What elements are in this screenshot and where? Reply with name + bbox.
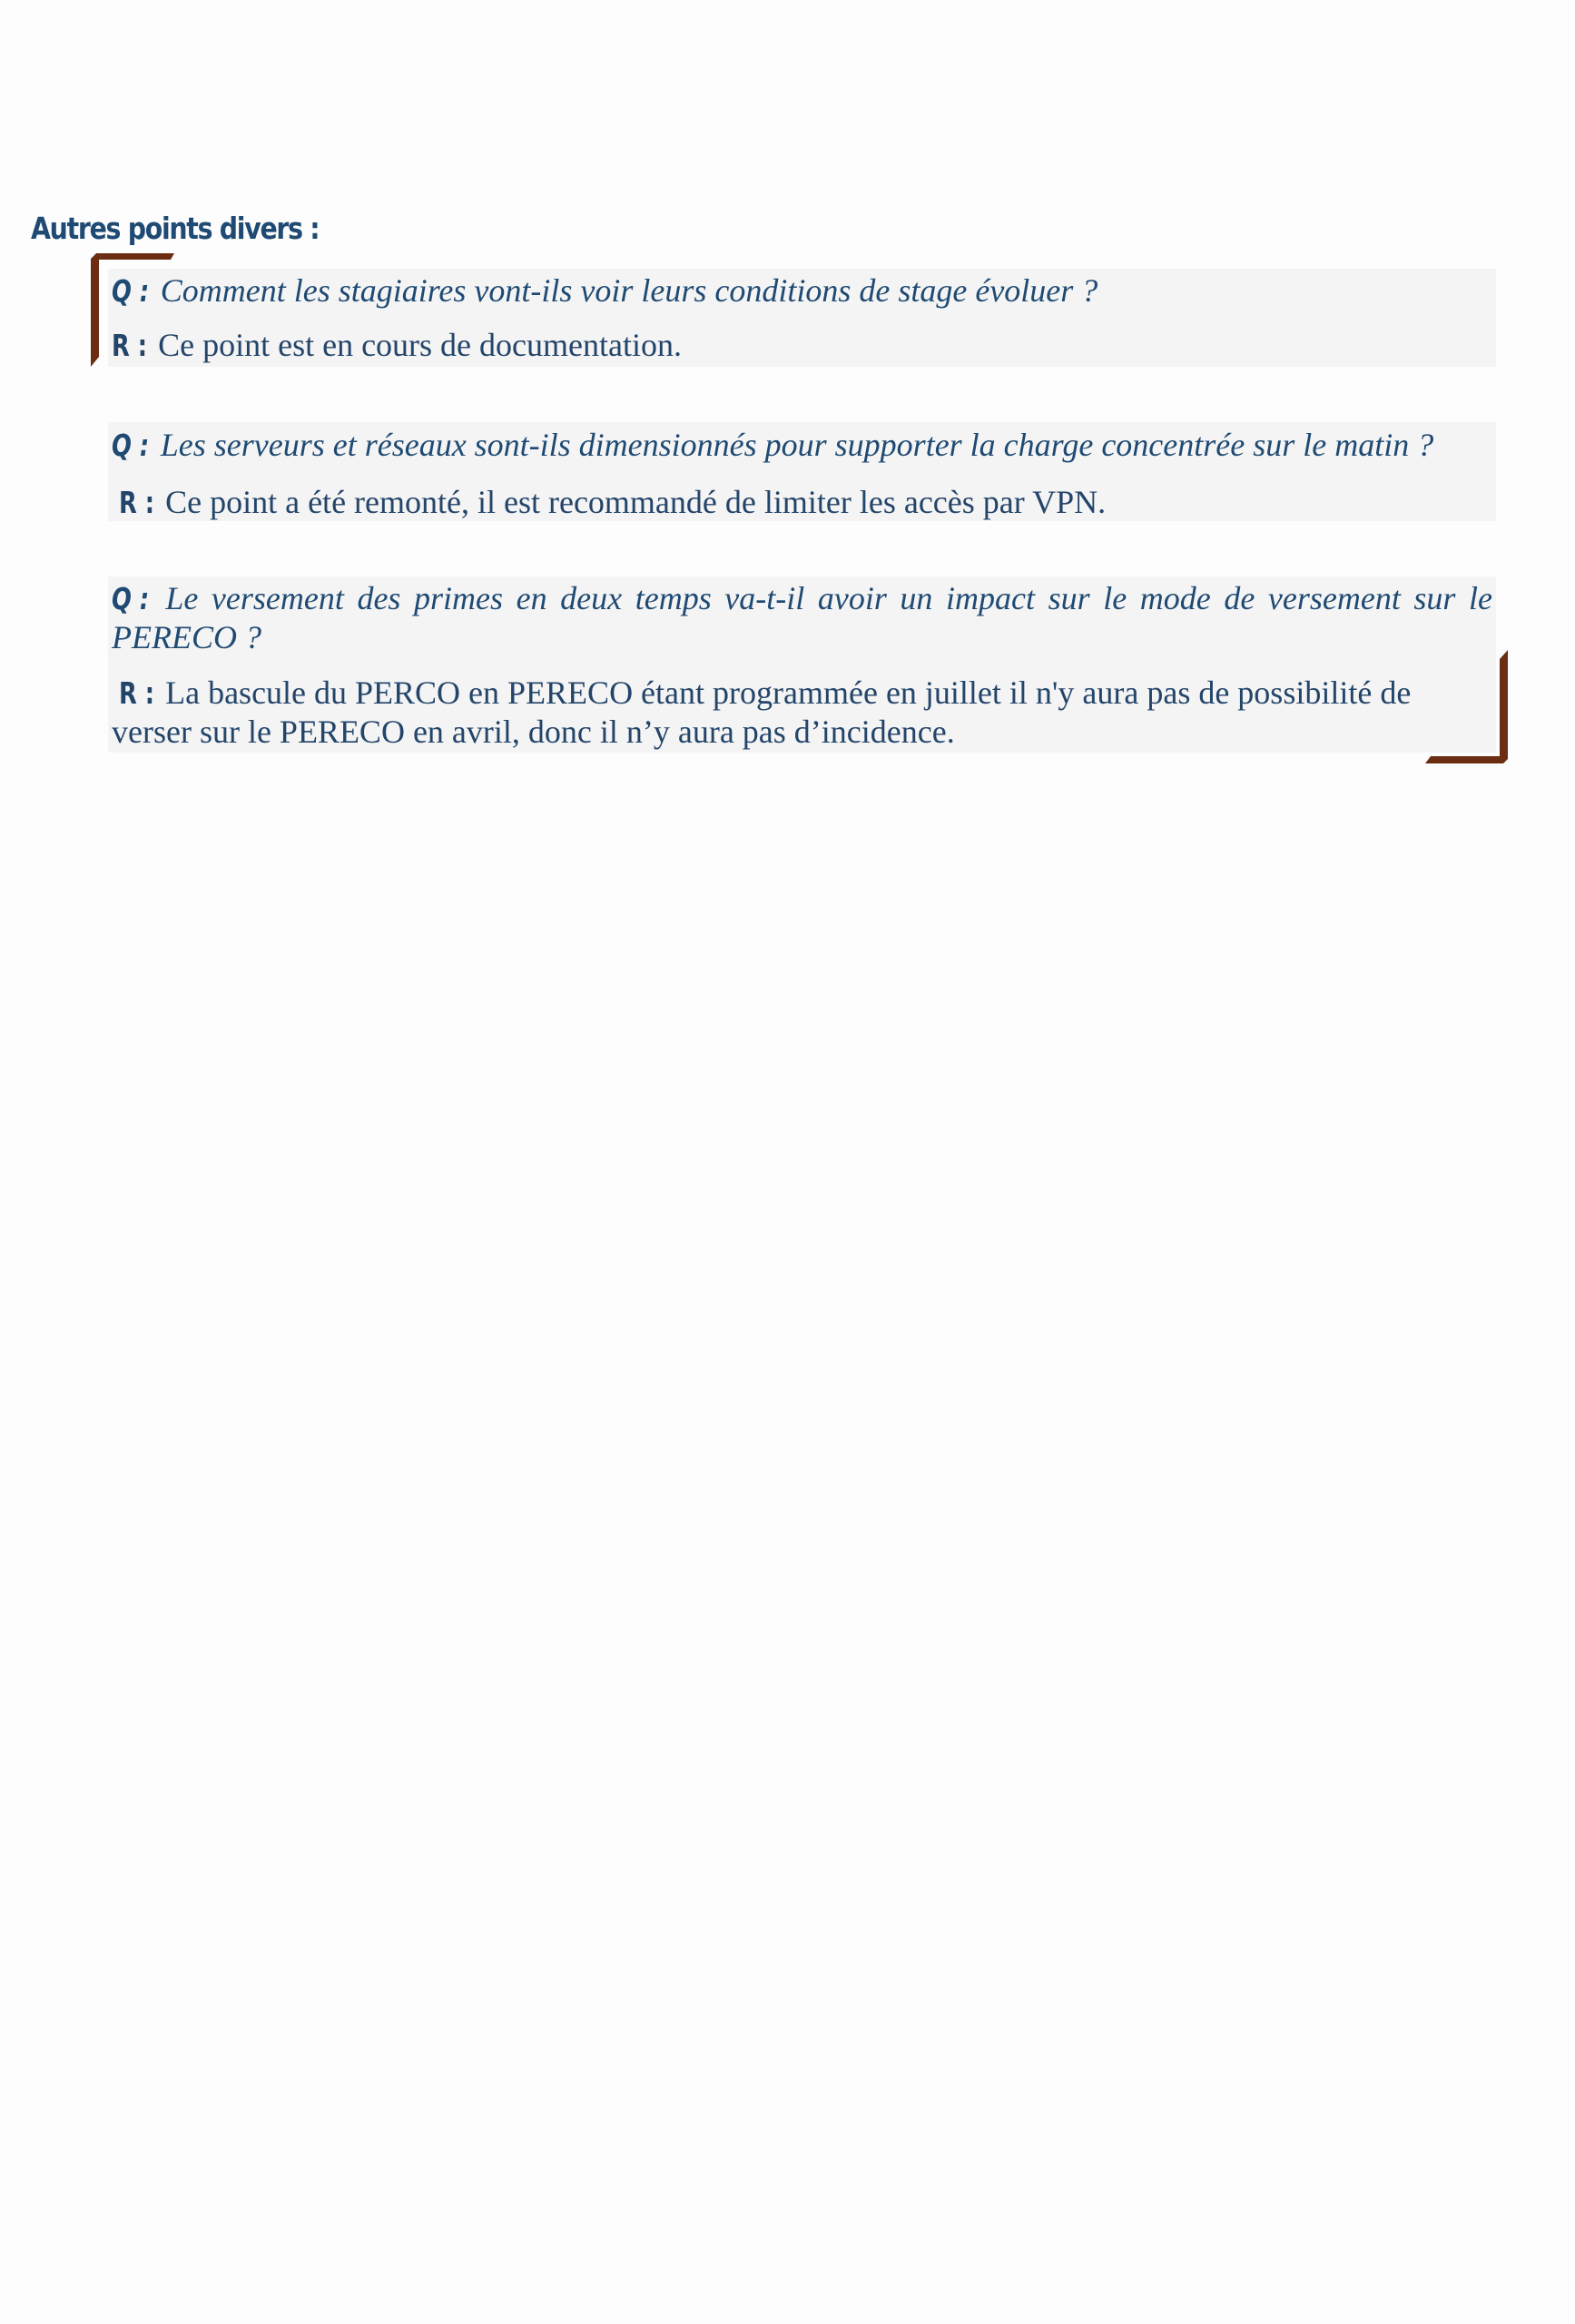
qa-item: [108, 576, 1496, 753]
question-text: Q : Comment les stagiaires vont-ils voir leurs conditions de stage évoluer ?: [112, 272, 1098, 309]
question-label: Q :: [112, 428, 150, 463]
section-title: Autres points divers :: [31, 211, 320, 246]
answer-text: R : La bascule du PERCO en PERECO étant programmée en juillet il n'y aura pas de possibilité de verser sur le PERECO en avril, donc il n’y aura pas d’incidence.: [112, 675, 1412, 750]
question-label: Q :: [112, 581, 150, 616]
question-text: Q : Le versement des primes en deux temps va-t-il avoir un impact sur le mode de versement sur le PERECO ?: [112, 580, 1492, 655]
answer-text: R : Ce point a été remonté, il est recommandé de limiter les accès par VPN.: [119, 484, 1107, 520]
answer-text: R : Ce point est en cours de documentation.: [112, 327, 682, 363]
answer-label: R :: [119, 485, 155, 520]
answer-label: R :: [119, 675, 155, 711]
qa-item: [108, 422, 1496, 521]
answer-label: R :: [112, 328, 148, 363]
question-text: Q : Les serveurs et réseaux sont-ils dimensionnés pour supporter la charge concentrée sur le matin ?: [112, 427, 1434, 463]
corner-bracket-bottom-right: [1425, 650, 1509, 764]
qa-item: [108, 269, 1496, 367]
question-label: Q :: [112, 273, 150, 309]
